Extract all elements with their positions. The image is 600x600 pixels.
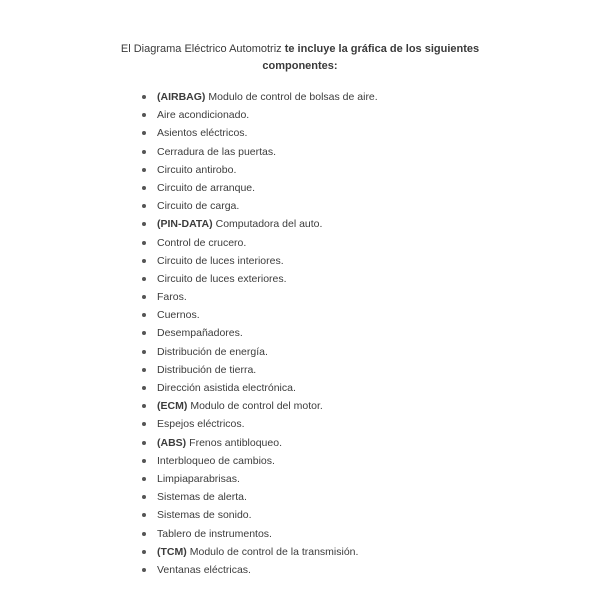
list-item [139,180,378,198]
bullet-icon [142,422,146,426]
bullet-icon [142,295,146,299]
bullet-icon [142,168,146,172]
component-text: Frenos antibloqueo. [189,436,282,449]
bullet-icon [142,441,146,445]
list-item [139,125,378,143]
component-text: Asientos eléctricos. [157,127,248,140]
bullet-icon [142,259,146,263]
bullet-icon [142,550,146,554]
component-text: Circuito de luces interiores. [157,254,284,267]
list-item [139,398,378,416]
list-item [139,344,378,362]
component-text: Control de crucero. [157,236,247,249]
list-item [139,216,378,234]
list-item [139,107,378,125]
list-item [139,271,378,289]
bullet-icon [142,568,146,572]
component-code: (ECM) [157,400,188,413]
list-item [139,198,378,216]
bullet-icon [142,404,146,408]
bullet-icon [142,313,146,317]
bullet-icon [142,113,146,117]
bullet-icon [142,222,146,226]
bullet-icon [142,350,146,354]
component-text: Modulo de control de bolsas de aire. [208,91,378,103]
bullet-icon [142,368,146,372]
list-item [139,253,378,271]
bullet-icon [142,131,146,135]
bullet-icon [142,477,146,481]
component-text: Distribución de energía. [157,345,268,358]
component-text: Sistemas de alerta. [157,491,247,504]
component-text: Cerradura de las puertas. [157,145,277,158]
component-text: Aire acondicionado. [157,109,250,122]
list-item [139,307,378,325]
component-text: Computadora del auto. [215,218,323,231]
list-item [139,416,378,434]
component-code: (TCM) [157,545,187,558]
bullet-icon [142,186,146,190]
component-text: Modulo de control del motor. [190,400,323,413]
component-text: Limpiaparabrisas. [157,472,240,485]
bullet-icon [142,150,146,154]
component-code: (AIRBAG) [157,91,206,103]
component-list [139,89,378,580]
component-text: Circuito de carga. [157,200,240,213]
component-text: Tablero de instrumentos. [157,527,272,540]
list-item [139,162,378,180]
intro-emphasis-2: componentes: [262,60,338,72]
component-text: Espejos eléctricos. [157,418,245,431]
component-text: Interbloqueo de cambios. [157,454,275,467]
component-text: Desempañadores. [157,327,243,340]
component-text: Sistemas de sonido. [157,509,252,522]
bullet-icon [142,204,146,208]
list-item [139,489,378,507]
list-item [139,362,378,380]
intro-line-1 [0,41,600,58]
component-text: Faros. [157,291,187,304]
bullet-icon [142,386,146,390]
list-item [139,380,378,398]
component-code: (PIN-DATA) [157,218,213,231]
component-text: Circuito de arranque. [157,181,256,194]
bullet-icon [142,277,146,281]
bullet-icon [142,241,146,245]
component-text: Circuito antirobo. [157,163,237,176]
component-text: Circuito de luces exteriores. [157,272,287,285]
bullet-icon [142,95,146,99]
intro-lead: El Diagrama Eléctrico Automotriz [120,43,282,55]
bullet-icon [142,532,146,536]
list-item [139,453,378,471]
component-code: (ABS) [157,436,187,449]
list-item [139,235,378,253]
list-item [139,471,378,489]
component-text: Modulo de control de la transmisión. [189,545,359,558]
component-text: Cuernos. [157,309,200,322]
bullet-icon [142,495,146,499]
component-text: Ventanas eléctricas. [157,563,251,576]
bullet-icon [142,331,146,335]
list-item [139,289,378,307]
intro-paragraph [0,41,600,75]
list-item [139,562,378,580]
list-item [139,526,378,544]
list-item [139,144,378,162]
list-item [139,435,378,453]
list-item [139,544,378,562]
bullet-icon [142,513,146,517]
bullet-icon [142,459,146,463]
component-text: Distribución de tierra. [157,363,257,376]
intro-emphasis-1: te incluye la gráfica de los siguientes [284,43,480,55]
component-text: Dirección asistida electrónica. [157,382,296,394]
list-item [139,507,378,525]
list-item [139,325,378,343]
list-item [139,89,378,107]
